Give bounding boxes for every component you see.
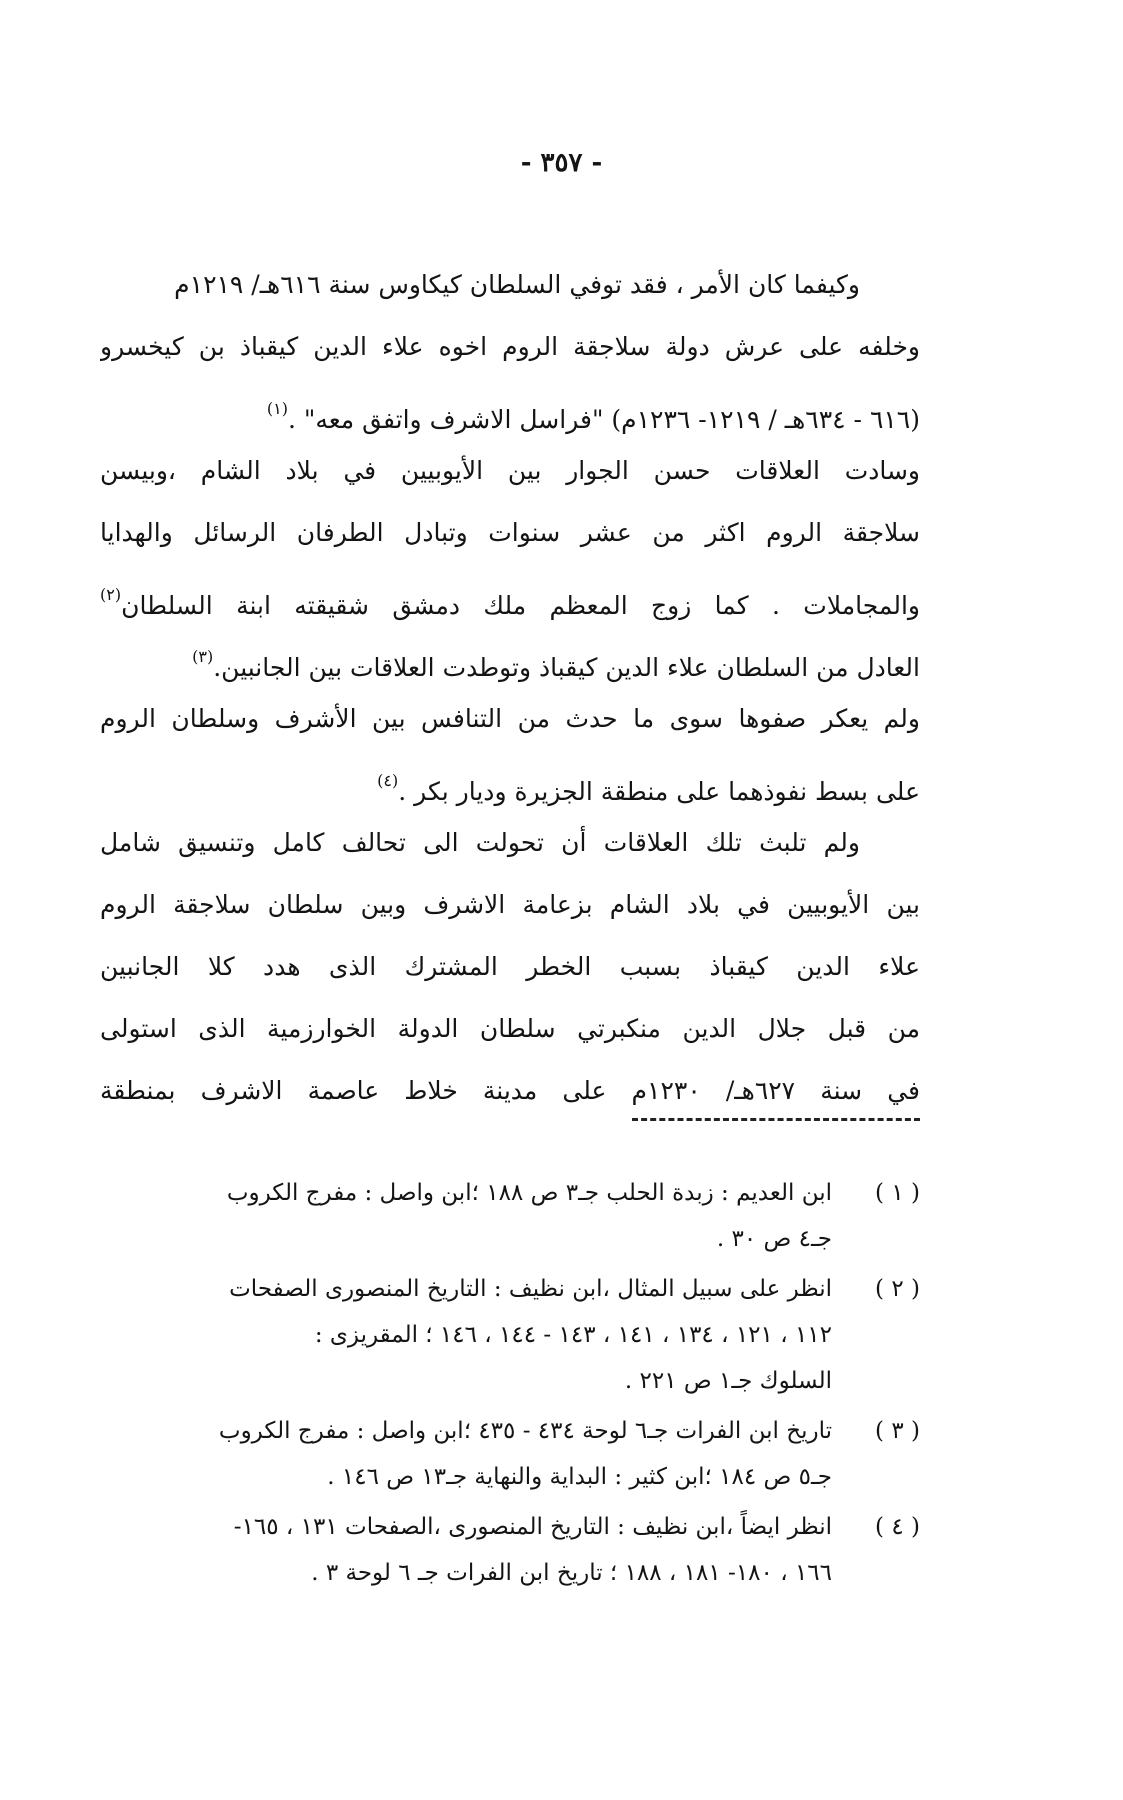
footnote-reference: (٣) [192, 647, 214, 666]
footnote-line: ابن العديم : زبدة الحلب جـ٣ ص ١٨٨ ؛ابن واصل : مفرج الكروب [226, 1180, 832, 1206]
line-text: سلاجقة الروم اكثر من عشر سنوات وتبادل الطرفان الرسائل والهدايا [100, 518, 920, 547]
footnote-line: ١١٢ ، ١٢١ ، ١٣٤ ، ١٤١ ، ١٤٣ - ١٤٤ ، ١٤٦ ؛ المقريزى : [314, 1322, 832, 1348]
line-text: على بسط نفوذهما على منطقة الجزيرة وديار بكر . [398, 777, 920, 806]
text-line [100, 874, 920, 936]
footnote [88, 1408, 920, 1500]
footnote-reference: (٢) [100, 585, 122, 604]
footnote-line: السلوك جـ١ ص ٢٢١ . [624, 1368, 832, 1394]
line-text: (٦١٦ - ٦٣٤هـ / ١٢١٩- ١٢٣٦م) "فراسل الاشرف واتفق معه" . [287, 405, 920, 434]
footnote-line: جـ٤ ص ٣٠ . [716, 1226, 832, 1252]
footnotes [88, 1170, 920, 1600]
line-text: وسادت العلاقات حسن الجوار بين الأيوبيين في بلاد الشام ،وبيسن [100, 456, 920, 485]
footnote [88, 1504, 920, 1596]
line-text: والمجاملات . كما زوج المعظم ملك دمشق شقيقته ابنة السلطان [121, 591, 920, 620]
text-line [100, 688, 920, 750]
line-text: ولم يعكر صفوها سوى ما حدث من التنافس بين الأشرف وسلطان الروم [100, 704, 920, 733]
text-line [100, 998, 920, 1060]
line-text: بين الأيوبيين في بلاد الشام بزعامة الاشرف وبين سلطان سلاجقة الروم [100, 890, 920, 919]
line-text: العادل من السلطان علاء الدين كيقباذ وتوطدت العلاقات بين الجانبين. [213, 653, 920, 682]
text-line [100, 812, 920, 874]
footnote-line: انظر ايضاً ،ابن نظيف : التاريخ المنصورى ،الصفحات ١٣١ ، ١٦٥- [233, 1514, 832, 1540]
text-line [100, 254, 920, 316]
text-line [100, 1060, 920, 1122]
line-text: وكيفما كان الأمر ، فقد توفي السلطان كيكاوس سنة ٦١٦هـ/ ١٢١٩م [174, 270, 860, 299]
line-text: في سنة ٦٢٧هـ/ ١٢٣٠م على مدينة خلاط عاصمة الاشرف بمنطقة [100, 1076, 920, 1105]
text-line [100, 316, 920, 378]
footnote [88, 1170, 920, 1262]
line-text: علاء الدين كيقباذ بسبب الخطر المشترك الذى هدد كلا الجانبين [100, 952, 920, 981]
text-line [100, 564, 920, 626]
footnote-reference: (١) [266, 399, 288, 418]
footnote-line: انظر على سبيل المثال ،ابن نظيف : التاريخ المنصورى الصفحات [229, 1276, 832, 1302]
footnote-number: ( ١ ) [875, 1180, 920, 1206]
footnote-reference: (٤) [377, 771, 399, 790]
footnote-line: تاريخ ابن الفرات جـ٦ لوحة ٤٣٤ - ٤٣٥ ؛ابن واصل : مفرج الكروب [218, 1418, 832, 1444]
main-text [100, 254, 920, 1122]
text-line [100, 502, 920, 564]
text-line [100, 936, 920, 998]
footnote-line: جـ٥ ص ١٨٤ ؛ابن كثير : البداية والنهاية جـ١٣ ص ١٤٦ . [327, 1464, 832, 1490]
footnote-separator [632, 1118, 920, 1121]
page-number: - ٣٥٧ - [520, 148, 603, 178]
text-line [100, 378, 920, 440]
line-text: وخلفه على عرش دولة سلاجقة الروم اخوه علاء الدين كيقباذ بن كيخسرو [100, 332, 920, 361]
footnote-number: ( ٢ ) [875, 1276, 920, 1302]
footnote-number: ( ٣ ) [875, 1418, 920, 1444]
line-text: ولم تلبث تلك العلاقات أن تحولت الى تحالف كامل وتنسيق شامل [100, 828, 860, 857]
line-text: من قبل جلال الدين منكبرتي سلطان الدولة الخوارزمية الذى استولى [100, 1014, 920, 1043]
text-line [100, 626, 920, 688]
footnote [88, 1266, 920, 1404]
footnote-line: ١٦٦ ، ١٨٠- ١٨١ ، ١٨٨ ؛ تاريخ ابن الفرات جـ ٦ لوحة ٣ . [311, 1560, 832, 1586]
text-line [100, 440, 920, 502]
footnote-number: ( ٤ ) [875, 1514, 920, 1540]
text-line [100, 750, 920, 812]
